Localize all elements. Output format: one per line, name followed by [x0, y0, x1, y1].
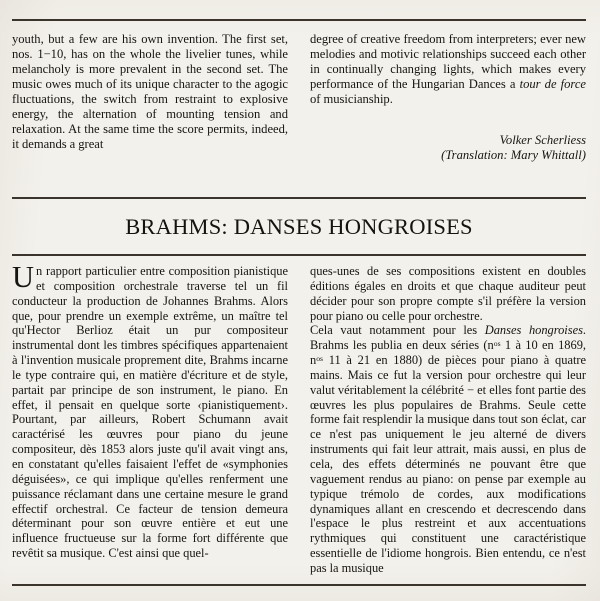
french-work-title-italic: Danses hongroises — [484, 323, 583, 338]
french-left-column — [12, 260, 288, 576]
english-right-italic-phrase: tour de force — [519, 77, 586, 92]
page-title: BRAHMS: DANSES HONGROISES — [125, 214, 473, 239]
heading-bottom-rule — [12, 254, 586, 256]
french-right-text-b: . Brahms les publia en deux séries (n — [310, 323, 586, 353]
french-right-text-a: Cela vaut notamment pour les — [310, 323, 485, 338]
english-right-paragraph — [310, 32, 586, 107]
french-right-paragraph-2 — [310, 323, 586, 575]
french-right-text-d: 11 à 21 en 1880) de pièces pour piano à quatre mains. Mais ce fut la version pour orchestre qui leur valut véritablement la célébrité − et elles font partie des œuvres les plus populaires de Brahms. Seule cette forme fait resplendir la musique dans tout son éclat, car ce n'est pas uniquement le jeu alterné de divers instruments qui fait leur attrait, mais aussi, en plus de cela, des effets déterminés ne pouvant être que vaguement rendus au piano: on pense par exemple au typique trémolo de cordes, aux modifications dynamiques allant en crescendo et decrescendo dans l'espace le plus restreint et aux accentuations rythmiques qui constituent une caractéristique essentielle de l'idiome hongrois. Bien entendu, ce n'est pas la musique — [310, 353, 586, 575]
french-right-column — [310, 264, 586, 576]
french-left-paragraph: Un rapport particulier entre composition pianistique et composition orchestrale traverse tel un fil conducteur la production de Johannes Brahms. Alors que, pour prendre un exemple extrême, un maître tel qu'Hector Berlioz était un pur compositeur instrumental dont les timbres spécifiques appartenaient à l'invention musicale proprement dite, Brahms incarne le type contraire qui, en matière d'écriture et de style, partait par principe de son instrument, le piano. En effet, il pensait en quelque sorte ‹pianistiquement›. Pourtant, par ailleurs, Robert Schumann avait caractérisé les œuvres pour piano du jeune compositeur, dès 1853 alors juste qu'il avait vingt ans, en constatant qu'elles faisaient l'effet de «symphonies déguisées», ce qui implique qu'elles renferment une puissance réclamant dans une certaine mesure le grand effectif orchestral. Ce facteur de tension demeura déterminant pour son œuvre entière et eut une influence fructueuse sur la forme fort différente que revêtit sa musique. C'est ainsi que quel- — [12, 260, 288, 561]
bottom-divider-rule — [12, 584, 586, 586]
numero-superscript-first: os — [493, 338, 501, 348]
numero-superscript-second: os — [316, 353, 324, 363]
signature-translator: (Translation: Mary Whittall) — [441, 148, 586, 163]
english-right-column — [310, 32, 586, 163]
signature-author: Volker Scherliess — [499, 133, 586, 148]
top-divider-rule — [12, 19, 586, 21]
french-right-paragraph-1: ques-unes de ses compositions existent en doubles éditions égales en droits et que chaque auditeur peut décider pour son propre compte s'il préfère la version pour piano ou celle pour orchestre. — [310, 264, 586, 323]
page-content — [12, 0, 586, 601]
english-right-text-part1: degree of creative freedom from interpreters; ever new melodies and motivic relationships succeed each other in continually changing lights, which makes every performance of the Hungarian Dances a — [310, 32, 586, 92]
french-text-block — [12, 260, 586, 576]
signature-spacer — [310, 107, 586, 133]
french-right-text-c: 1 à 10 en 1869, n — [310, 338, 586, 368]
english-left-column — [12, 32, 288, 163]
english-right-text-part2: of musicianship. — [310, 92, 393, 107]
english-text-block — [12, 32, 586, 163]
english-left-paragraph: youth, but a few are his own invention. The first set, nos. 1−10, has on the whole the livelier tunes, while melancholy is more prevalent in the second set. The music owes much of its unique character to the agogic fluctuations, the switch from restraint to explosive energy, the alternation of mounting tension and relaxation. At the same time the score permits, indeed, it demands a great — [12, 32, 288, 152]
heading-top-rule — [12, 197, 586, 199]
